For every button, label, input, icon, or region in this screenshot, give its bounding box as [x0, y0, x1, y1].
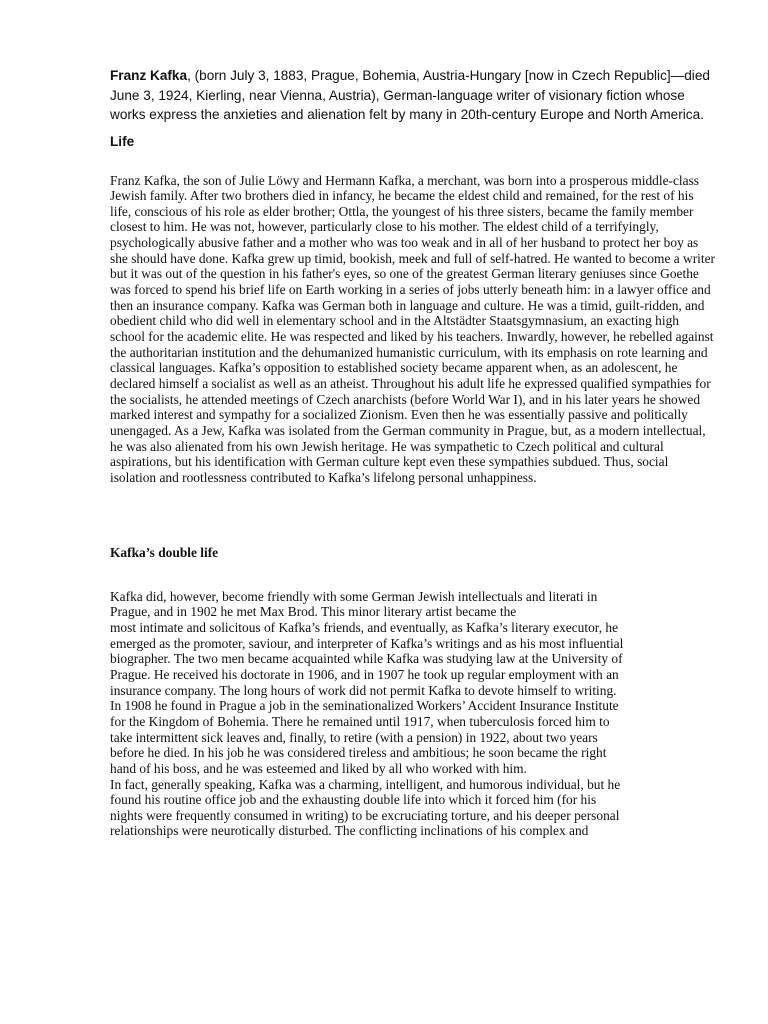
double-life-line: emerged as the promoter, saviour, and interpreter of Kafka’s writings and as his most influential [110, 635, 624, 651]
double-life-line: Prague, and in 1902 he met Max Brod. This minor literary artist became the [110, 604, 517, 620]
double-life-line: biographer. The two men became acquainted while Kafka was studying law at the University of [110, 651, 623, 667]
double-life-line: Prague. He received his doctorate in 1906, and in 1907 he took up regular employment with an [110, 666, 619, 682]
document-page [110, 66, 716, 839]
double-life-line: most intimate and solicitous of Kafka’s friends, and eventually, as Kafka’s literary executor, he [110, 619, 619, 635]
double-life-line: found his routine office job and the exhausting double life into which it forced him (for his [110, 792, 597, 808]
life-paragraph: Franz Kafka, the son of Julie Löwy and Hermann Kafka, a merchant, was born into a prosperous middle-class Jewish family. After two brothers died in infancy, he became the eldest child and remained, for the rest of his life, conscious of his role as elder brother; Ottla, the youngest of his three sisters, became the family member closest to him. He was not, however, particularly close to his mother. The eldest child of a terrifyingly, psychologically abusive father and a mother who was too weak and in all of her husband to protect her boy as she should have done. Kafka grew up timid, bookish, meek and full of self-hatred. He wanted to become a writer but it was out of the question in his father's eyes, so one of the greatest German literary geniuses since Goethe was forced to spend his brief life on Earth working in a series of jobs utterly beneath him: in a lawyer office and then an insurance company. Kafka was German both in language and culture. He was a timid, guilt-ridden, and obedient child who did well in elementary school and in the Altstädter Staatsgymnasium, an exacting high school for the academic elite. He was respected and liked by his teachers. Inwardly, however, he rebelled against the authoritarian institution and the dehumanized humanistic curriculum, with its emphasis on rote learning and classical languages. Kafka’s opposition to established society became apparent when, as an adolescent, he declared himself a socialist as well as an atheist. Throughout his adult life he expressed qualified sympathies for the socialists, he attended meetings of Czech anarchists (before World War I), and in his later years he showed marked interest and sympathy for a socialized Zionism. Even then he was essentially passive and politically unengaged. As a Jew, Kafka was isolated from the German community in Prague, but, as a modern intellectual, he was also alienated from his own Jewish heritage. He was sympathetic to Czech political and cultural aspirations, but his identification with German culture kept even these sympathies subdued. Thus, social isolation and rootlessness contributed to Kafka’s lifelong personal unhappiness. [110, 172, 715, 485]
double-life-line: take intermittent sick leaves and, finally, to retire (with a pension) in 1922, about two years [110, 729, 598, 745]
double-life-line: nights were frequently consumed in writing) to be excruciating torture, and his deeper personal [110, 807, 620, 823]
double-life-line: In 1908 he found in Prague a job in the seminationalized Workers’ Accident Insurance Institute [110, 698, 619, 714]
intro-paragraph [110, 66, 716, 125]
double-life-line: before he died. In his job he was considered tireless and ambitious; he soon became the right [110, 745, 607, 761]
double-life-heading: Kafka’s double life [110, 544, 219, 560]
double-life-line: for the Kingdom of Bohemia. There he remained until 1917, when tuberculosis forced him to [110, 713, 610, 729]
double-life-line: hand of his boss, and he was esteemed and liked by all who worked with him. [110, 760, 527, 776]
life-heading: Life [110, 133, 135, 149]
double-life-line: Kafka did, however, become friendly with some German Jewish intellectuals and literati in [110, 588, 598, 604]
intro-text: , (born July 3, 1883, Prague, Bohemia, Austria-Hungary [now in Czech Republic]—died June 3, 1924, Kierling, near Vienna, Austria), German-language writer of visionary fiction whose works express the anxieties and alienation felt by many in 20th-century Europe and North America. [110, 68, 710, 122]
double-life-line: In fact, generally speaking, Kafka was a charming, intelligent, and humorous individual, but he [110, 776, 621, 792]
double-life-line: relationships were neurotically disturbed. The conflicting inclinations of his complex and [110, 823, 589, 839]
double-life-line: insurance company. The long hours of work did not permit Kafka to devote himself to writing. [110, 682, 617, 698]
double-life-paragraph [110, 589, 716, 840]
intro-name: Franz Kafka [110, 68, 188, 83]
